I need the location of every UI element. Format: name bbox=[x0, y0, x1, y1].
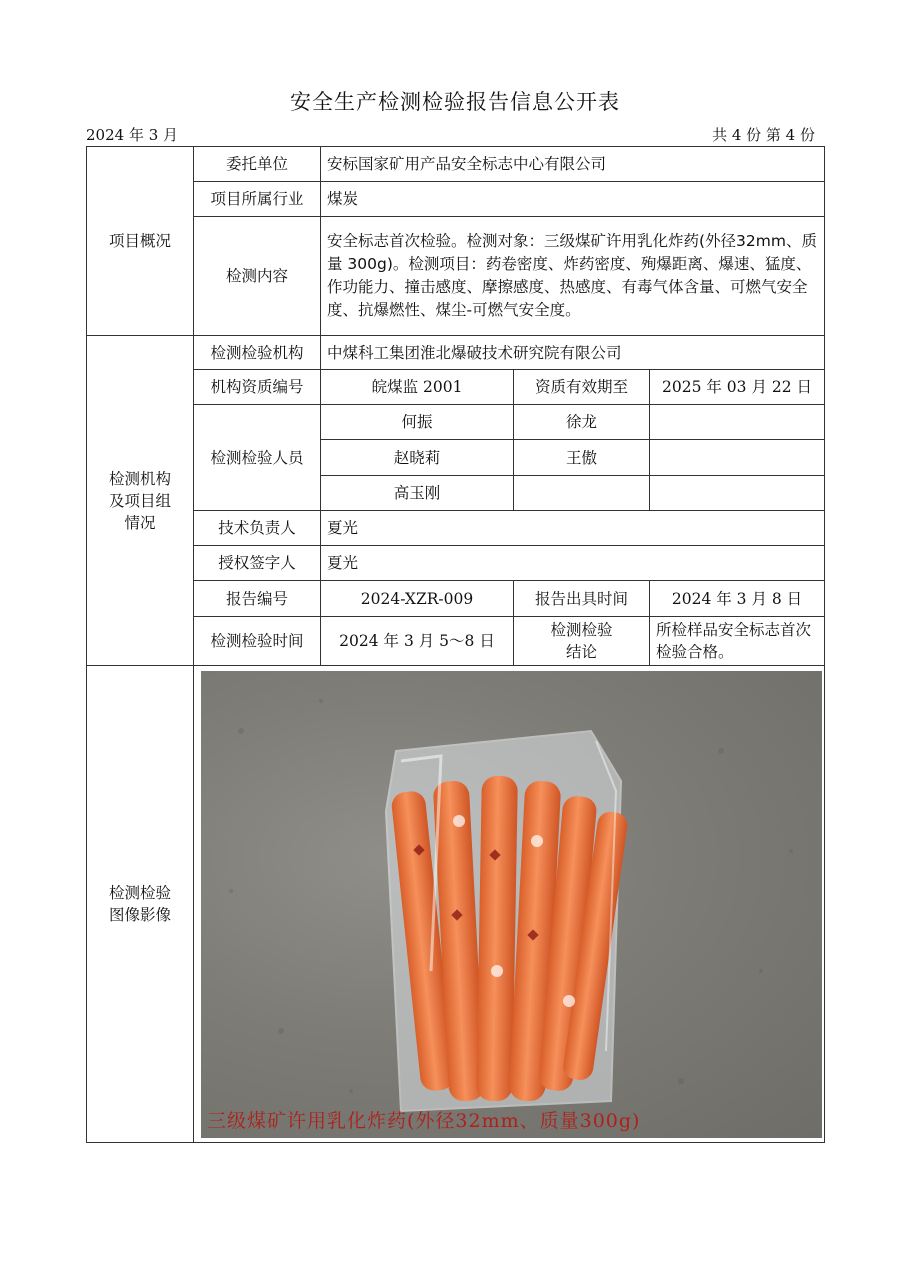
staff-member: 高玉刚 bbox=[321, 476, 514, 511]
staff-empty-cell bbox=[514, 476, 650, 511]
institution-value: 中煤科工集团淮北爆破技术研究院有限公司 bbox=[321, 336, 825, 370]
test-time-value: 2024 年 3 月 5～8 日 bbox=[321, 617, 514, 666]
staff-member: 徐龙 bbox=[514, 405, 650, 440]
content-label: 检测内容 bbox=[194, 217, 321, 336]
test-time-label: 检测检验时间 bbox=[194, 617, 321, 666]
client-value: 安标国家矿用产品安全标志中心有限公司 bbox=[321, 147, 825, 182]
institution-row bbox=[87, 336, 825, 370]
signatory-row bbox=[87, 546, 825, 581]
test-time-row bbox=[87, 617, 825, 666]
explosive-cartridges-illustration bbox=[201, 671, 822, 1138]
staff-empty-cell bbox=[650, 440, 825, 476]
tech-lead-label: 技术负责人 bbox=[194, 511, 321, 546]
conclusion-label: 检测检验 结论 bbox=[514, 617, 650, 666]
report-table bbox=[86, 146, 825, 1143]
sample-photo bbox=[201, 671, 822, 1138]
industry-label: 项目所属行业 bbox=[194, 182, 321, 217]
tech-lead-value: 夏光 bbox=[321, 511, 825, 546]
signatory-value: 夏光 bbox=[321, 546, 825, 581]
staff-row-1 bbox=[87, 405, 825, 440]
image-row bbox=[87, 666, 825, 1143]
staff-member: 何振 bbox=[321, 405, 514, 440]
industry-value: 煤炭 bbox=[321, 182, 825, 217]
validity-value: 2025 年 03 月 22 日 bbox=[650, 370, 825, 405]
issue-time-label: 报告出具时间 bbox=[514, 581, 650, 617]
page-info: 共 4 份 第 4 份 bbox=[712, 126, 815, 144]
industry-row bbox=[87, 182, 825, 217]
report-no-row bbox=[87, 581, 825, 617]
cert-row bbox=[87, 370, 825, 405]
staff-member: 赵晓莉 bbox=[321, 440, 514, 476]
photo-caption: 三级煤矿许用乳化炸药(外径32mm、质量300g) bbox=[207, 1110, 641, 1132]
staff-empty-cell bbox=[650, 405, 825, 440]
content-row bbox=[87, 217, 825, 336]
client-label: 委托单位 bbox=[194, 147, 321, 182]
cartridge-group bbox=[390, 776, 629, 1102]
staff-member: 王傲 bbox=[514, 440, 650, 476]
issue-time-value: 2024 年 3 月 8 日 bbox=[650, 581, 825, 617]
content-value: 安全标志首次检验。检测对象：三级煤矿许用乳化炸药(外径32mm、质量 300g)。检测项目：药卷密度、炸药密度、殉爆距离、爆速、猛度、作功能力、撞击感度、摩擦感度、热感度、有毒气体含量、可燃气安全度、抗爆燃性、煤尘-可燃气安全度。 bbox=[321, 217, 825, 336]
document-date: 2024 年 3 月 bbox=[86, 126, 179, 144]
tech-lead-row bbox=[87, 511, 825, 546]
overview-section-label: 项目概况 bbox=[87, 147, 194, 336]
staff-empty-cell bbox=[650, 476, 825, 511]
staff-label: 检测检验人员 bbox=[194, 405, 321, 511]
signatory-label: 授权签字人 bbox=[194, 546, 321, 581]
conclusion-value: 所检样品安全标志首次检验合格。 bbox=[650, 617, 825, 666]
client-row bbox=[87, 147, 825, 182]
organization-section-label: 检测机构 及项目组 情况 bbox=[87, 336, 194, 666]
report-no-value: 2024-XZR-009 bbox=[321, 581, 514, 617]
cert-label: 机构资质编号 bbox=[194, 370, 321, 405]
report-no-label: 报告编号 bbox=[194, 581, 321, 617]
document-title: 安全生产检测检验报告信息公开表 bbox=[290, 90, 620, 114]
institution-label: 检测检验机构 bbox=[194, 336, 321, 370]
validity-label: 资质有效期至 bbox=[514, 370, 650, 405]
cert-value: 皖煤监 2001 bbox=[321, 370, 514, 405]
photo-cell bbox=[194, 666, 825, 1143]
image-section-label: 检测检验 图像影像 bbox=[87, 666, 194, 1143]
